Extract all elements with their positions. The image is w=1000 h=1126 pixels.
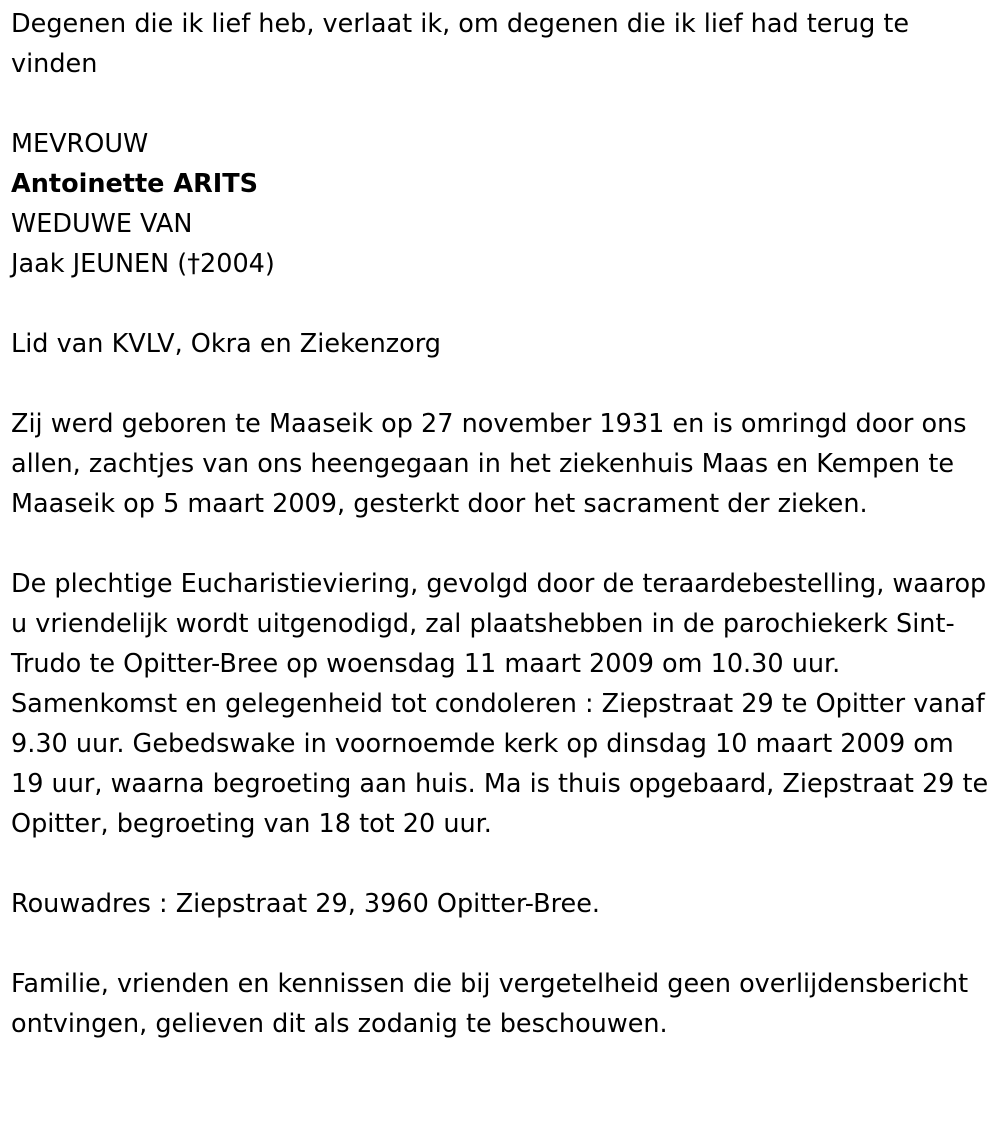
address-text: Rouwadres : Ziepstraat 29, 3960 Opitter-Bree. — [11, 889, 600, 919]
membership-text: Lid van KVLV, Okra en Ziekenzorg — [11, 329, 441, 359]
ceremony-paragraph: De plechtige Eucharistieviering, gevolgd door de teraardebestelling, waarop u vriendelijk wordt uitgenodigd, zal plaatshebben in de parochiekerk Sint-Trudo te Opitter-Bree op woensdag 11 maart 2009 om 10.30 uur. Samenkomst en gelegenheid tot condoleren : Ziepstraat 29 te Opitter vanaf 9.30 uur. Gebedswake in voornoemde kerk op dinsdag 10 maart 2009 om 19 uur, waarna begroeting aan huis. Ma is thuis opgebaard, Ziepstraat 29 te Opitter, begroeting van 18 tot 20 uur. — [11, 569, 989, 839]
spacer — [11, 284, 991, 324]
spacer — [11, 364, 991, 404]
motto-text: Degenen die ik lief heb, verlaat ik, om degenen die ik lief had terug te vinden — [11, 9, 910, 79]
birth-death-paragraph: Zij werd geboren te Maaseik op 27 november 1931 en is omringd door ons allen, zachtjes van ons heengegaan in het ziekenhuis Maas en Kempen te Maaseik op 5 maart 2009, gesterkt door het sacrament der zieken. — [11, 409, 967, 519]
spacer — [11, 524, 991, 564]
spacer — [11, 844, 991, 884]
relation-text: WEDUWE VAN — [11, 209, 193, 239]
closing-paragraph: Familie, vrienden en kennissen die bij vergetelheid geen overlijdensbericht ontvingen, gelieven dit als zodanig te beschouwen. — [11, 969, 969, 1039]
title-prefix: MEVROUW — [11, 129, 149, 159]
spouse-name: Jaak JEUNEN (†2004) — [11, 249, 275, 279]
spacer — [11, 924, 991, 964]
deceased-name: Antoinette ARITS — [11, 169, 258, 199]
spacer — [11, 84, 991, 124]
obituary-document — [11, 4, 991, 1044]
